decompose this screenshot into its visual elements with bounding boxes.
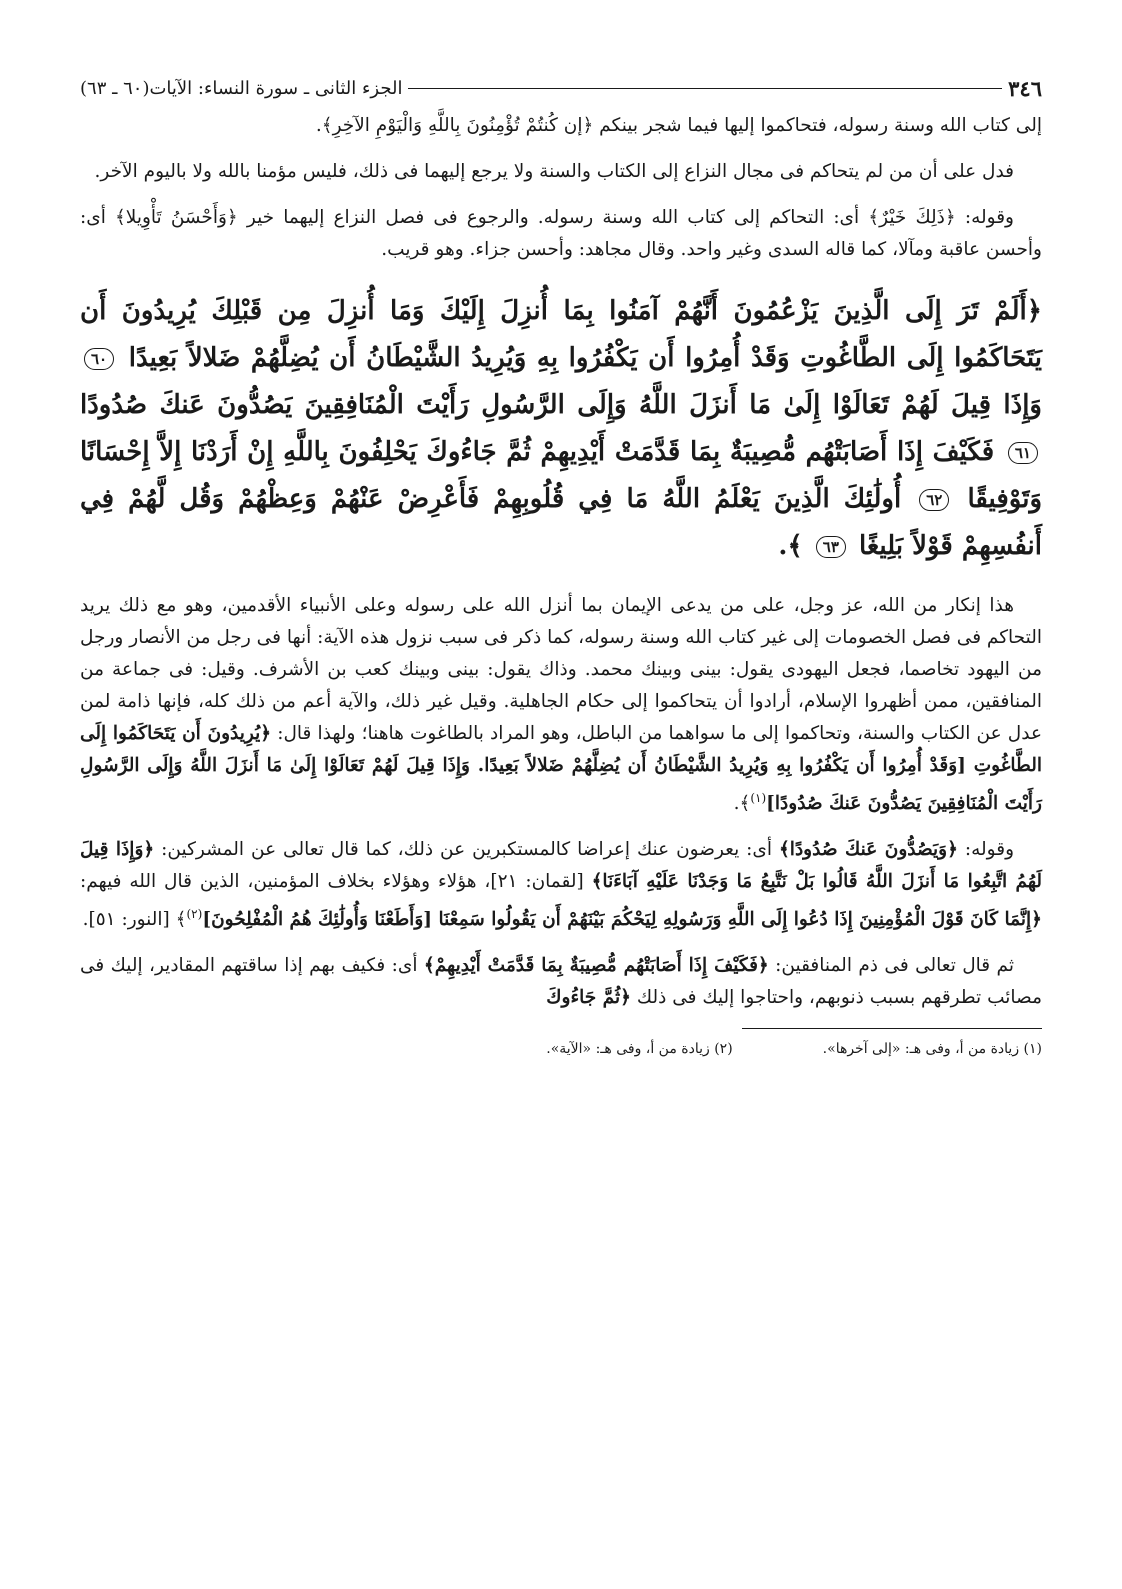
commentary-text: أى: فكيف بهم إذا ساقتهم المقادير، إليك فى مصائب تطرقهم بسبب ذنوبهم، واحتاجوا إليك فى ذلك bbox=[80, 955, 1042, 1009]
ayah-number-63: ٦٣ bbox=[816, 536, 846, 558]
quran-verses bbox=[80, 288, 1042, 570]
paragraph-1: إلى كتاب الله وسنة رسوله، فتحاكموا إليها فيما شجر بينكم ﴿إن كُنتُمْ تُؤْمِنُونَ بِاللَّهِ وَالْيَوْمِ الآخِرِ﴾. bbox=[315, 115, 1042, 136]
running-head: الجزء الثانى ـ سورة النساء: الآيات(٦٠ ـ ٦٣) bbox=[80, 77, 403, 99]
commentary-text: أى: يعرضون عنك إعراضا كالمستكبرين عن ذلك، كما قال تعالى عن المشركين: bbox=[154, 839, 779, 861]
quoted-verse: ﴿يُرِيدُونَ أَن يَتَحَاكَمُوا إِلَى الطَّاغُوتِ [وَقَدْ أُمِرُوا أَن يَكْفُرُوا بِهِ وَيُرِيدُ الشَّيْطَانُ أَن يُضِلَّهُمْ ضَلالاً بَعِيدًا. وَإِذَا قِيلَ لَهُمْ تَعَالَوْا إِلَىٰ مَا أَنزَلَ اللَّهُ وَإِلَى الرَّسُولِ رَأَيْتَ الْمُنَافِقِينَ يَصُدُّونَ عَنكَ صُدُودًا] bbox=[80, 723, 1042, 815]
footnote-rule bbox=[742, 1028, 1042, 1029]
page-number: ٣٤٦ bbox=[1008, 75, 1042, 101]
quoted-verse: ﴿ثُمَّ جَاءُوكَ bbox=[546, 987, 631, 1009]
verse-60: ﴿أَلَمْ تَرَ إِلَى الَّذِينَ يَزْعُمُونَ أَنَّهُمْ آمَنُوا بِمَا أُنزِلَ إِلَيْكَ وَمَا أُنزِلَ مِن قَبْلِكَ يُرِيدُونَ أَن يَتَحَاكَمُوا إِلَى الطَّاغُوتِ وَقَدْ أُمِرُوا أَن يَكْفُرُوا بِهِ وَيُرِيدُ الشَّيْطَانُ أَن يُضِلَّهُمْ ضَلالاً بَعِيدًا bbox=[80, 296, 1042, 373]
paragraph-2: فدل على أن من لم يتحاكم فى مجال النزاع إلى الكتاب والسنة ولا يرجع إليهما فى ذلك، فليس مؤمنا بالله ولا باليوم الآخر. bbox=[94, 161, 1014, 182]
commentary-text: هذا إنكار من الله، عز وجل، على من يدعى الإيمان بما أنزل الله على رسوله وعلى الأنبياء الأقدمين، وهو مع ذلك يريد التحاكم فى فصل الخصومات إلى غير كتاب الله وسنة رسوله، كما ذكر فى سبب نزول هذه الآية: أنها فى رجل من الأنصار ورجل من اليهود تخاصما، فجعل اليهودى يقول: بينى وبينك محمد. وذاك يقول: بينى وبينك كعب بن الأشرف. وقيل: فى جماعة من المنافقين، ممن أظهروا الإسلام، أرادوا أن يتحاكموا إلى حكام الجاهلية. وقيل غير ذلك، والآية أعم من ذلك كله، فإنها ذامة لمن عدل عن الكتاب والسنة، وتحاكموا إلى ما سواهما من الباطل، وهو المراد بالطاغوت هاهنا؛ ولهذا قال: bbox=[80, 595, 1042, 744]
quoted-verse: ﴿وَيَصُدُّونَ عَنكَ صُدُودًا﴾ bbox=[778, 839, 958, 861]
footnote-ref-2: (٢) bbox=[186, 907, 203, 922]
commentary-paragraph-3 bbox=[80, 950, 1042, 1014]
quoted-verse: ﴿إِنَّمَا كَانَ قَوْلَ الْمُؤْمِنِينَ إِذَا دُعُوا إِلَى اللَّهِ وَرَسُولِهِ لِيَحْكُمَ بَيْنَهُمْ أَن يَقُولُوا سَمِعْنَا [وَأَطَعْنَا وَأُولَٰئِكَ هُمُ الْمُفْلِحُونَ] bbox=[202, 909, 1042, 931]
paragraph-3: وقوله: ﴿ذَلِكَ خَيْرٌ﴾ أى: التحاكم إلى كتاب الله وسنة رسوله. والرجوع فى فصل النزاع إليهما خير ﴿وَأَحْسَنُ تَأْوِيلا﴾ أى: وأحسن عاقبة ومآلا، كما قاله السدى وغير واحد. وقال مجاهد: وأحسن جزاء. وهو قريب. bbox=[80, 207, 1042, 260]
commentary-text: ﴾ [النور: ٥١]. bbox=[82, 909, 187, 931]
footnotes bbox=[80, 1039, 1042, 1059]
ayah-number-60: ٦٠ bbox=[84, 348, 114, 370]
ayah-number-61: ٦١ bbox=[1008, 442, 1038, 464]
ayah-number-62: ٦٢ bbox=[919, 489, 949, 511]
footnote-ref-1: (١) bbox=[750, 791, 767, 805]
commentary-text: وقوله: bbox=[957, 839, 1015, 861]
verse-63: أُولَٰئِكَ الَّذِينَ يَعْلَمُ اللَّهُ مَا فِي قُلُوبِهِمْ فَأَعْرِضْ عَنْهُمْ وَعِظْهُمْ وَقُل لَّهُمْ فِي أَنفُسِهِمْ قَوْلاً بَلِيغًا bbox=[80, 484, 1042, 561]
commentary-text: [لقمان: ٢١]، هؤلاء وهؤلاء بخلاف المؤمنين، الذين قال الله فيهم: bbox=[80, 871, 592, 893]
verse-62: فَكَيْفَ إِذَا أَصَابَتْهُم مُّصِيبَةٌ بِمَا قَدَّمَتْ أَيْدِيهِمْ ثُمَّ جَاءُوكَ يَحْلِفُونَ بِاللَّهِ إِنْ أَرَدْنَا إِلاَّ إِحْسَانًا وَتَوْفِيقًا bbox=[80, 437, 1043, 514]
quote-close: ﴾. bbox=[733, 793, 751, 815]
verse-close: ﴾. bbox=[778, 531, 803, 561]
footnote-1: (١) زيادة من أ، وفى هـ: «إلى آخرها». bbox=[822, 1041, 1042, 1058]
book-page bbox=[80, 70, 1042, 1530]
verse-61: وَإِذَا قِيلَ لَهُمْ تَعَالَوْا إِلَىٰ مَا أَنزَلَ اللَّهُ وَإِلَى الرَّسُولِ رَأَيْتَ الْمُنَافِقِينَ يَصُدُّونَ عَنكَ صُدُودًا bbox=[80, 390, 1042, 420]
commentary-paragraph-2 bbox=[80, 834, 1042, 936]
commentary-paragraph-1 bbox=[80, 590, 1042, 820]
header-rule bbox=[408, 88, 1002, 89]
quoted-verse: ﴿فَكَيْفَ إِذَا أَصَابَتْهُم مُّصِيبَةٌ بِمَا قَدَّمَتْ أَيْدِيهِمْ﴾ bbox=[423, 955, 769, 977]
commentary-text: ثم قال تعالى فى ذم المنافقين: bbox=[768, 955, 1014, 977]
page-header bbox=[80, 70, 1042, 106]
footnote-2: (٢) زيادة من أ، وفى هـ: «الآية». bbox=[546, 1041, 733, 1058]
quoted-verse: ﴿وَإِذَا قِيلَ لَهُمُ اتَّبِعُوا مَا أَنزَلَ اللَّهُ قَالُوا بَلْ نَتَّبِعُ مَا وَجَدْنَا عَلَيْهِ آبَاءَنَا﴾ bbox=[80, 839, 1043, 893]
